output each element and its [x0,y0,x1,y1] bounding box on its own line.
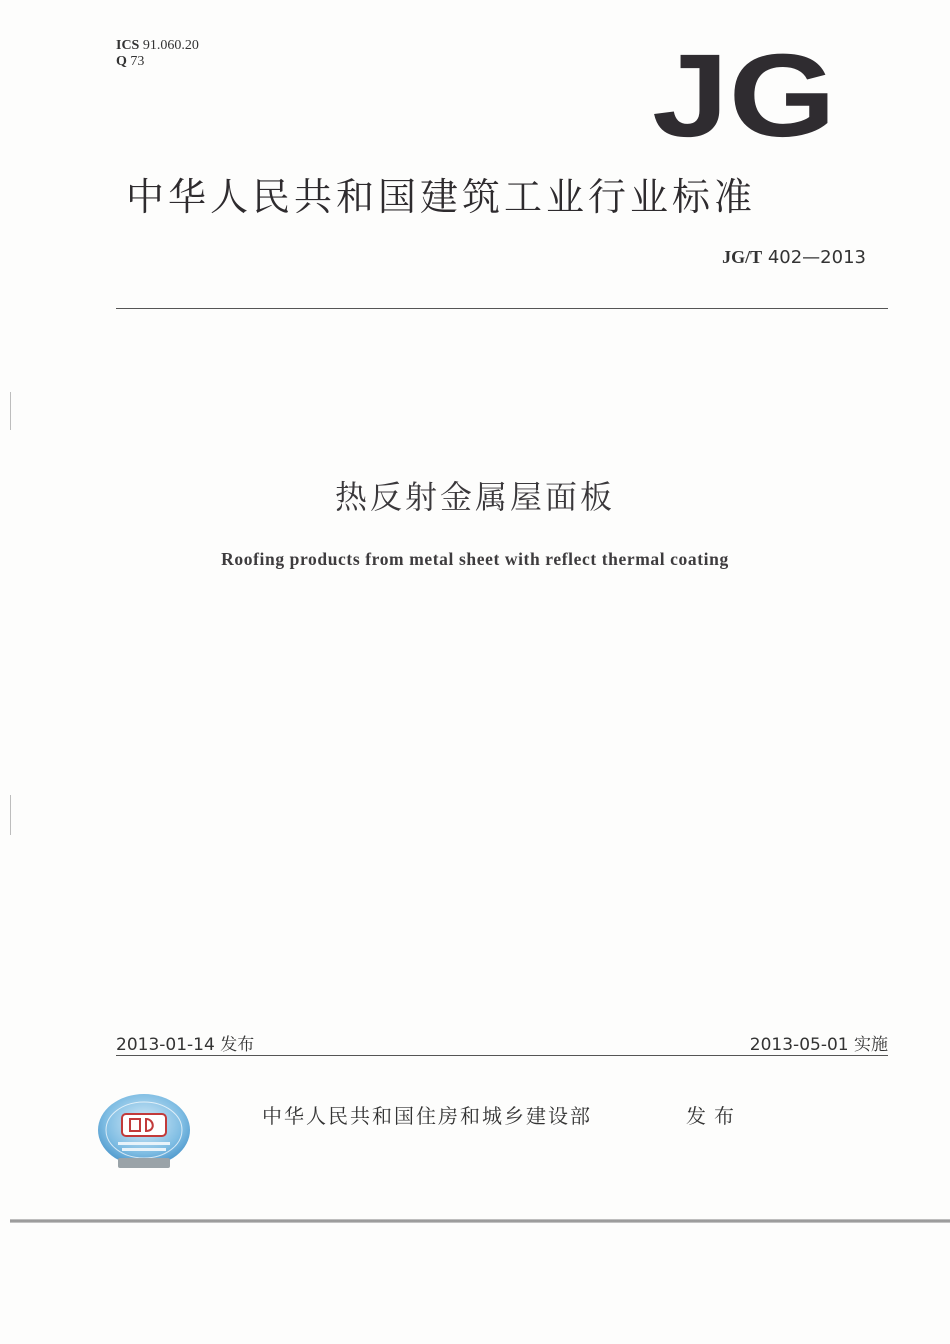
document-title-en: Roofing products from metal sheet with reflect thermal coating [221,549,729,569]
class-code: 73 [130,54,145,69]
ics-code: 91.060.20 [142,38,199,53]
issuing-authority: 中华人民共和国住房和城乡建设部 [262,1104,592,1128]
scan-margin-mark [10,795,11,835]
page-bottom-edge [10,1219,950,1223]
document-title-cn: 热反射金属屋面板 [334,478,615,516]
implement-date: 2013-05-01 实施 [749,1035,888,1055]
footer-divider [116,1055,888,1056]
header-divider [116,308,888,309]
jg-logo [652,46,836,138]
issue-label: 发布 [686,1104,742,1128]
standard-title: 中华人民共和国建筑工业行业标准 [126,175,757,219]
ics-label: ICS [116,38,140,53]
issue-date: 2013-01-14 发布 [116,1035,255,1055]
class-letter: Q [116,54,127,69]
ics-classification [116,38,199,70]
scan-margin-mark [10,392,11,430]
standard-number-value: 402—2013 [767,247,866,268]
anti-counterfeit-seal [96,1092,192,1176]
jg-logo-text: JG [652,46,836,138]
standard-number [722,247,866,268]
standard-number-prefix: JG/T [722,247,763,267]
